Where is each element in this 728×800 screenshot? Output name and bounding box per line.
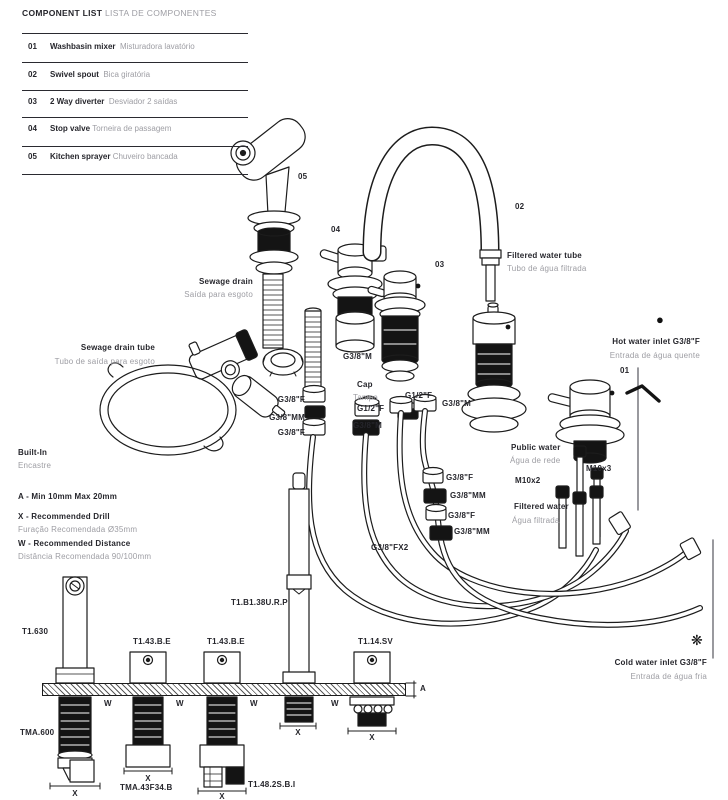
label-g38m-left: G3/8"M <box>353 421 383 430</box>
note-x-pt: Furação Recomendada Ø35mm <box>18 525 138 534</box>
component-row-num: 01 <box>28 42 37 51</box>
callout-02: 02 <box>515 202 525 211</box>
label-public-water-pt: Água de rede <box>510 456 561 465</box>
cold-water-snowflake-icon: ❋ <box>691 632 703 648</box>
component-row <box>50 42 195 51</box>
dim-x-4: X <box>295 728 301 737</box>
divider <box>22 90 248 91</box>
label-hot-water-pt: Entrada de água quente <box>609 351 700 360</box>
ring-nut-drawing <box>263 349 303 376</box>
dim-x-5: X <box>369 733 375 742</box>
part-number-t143be-1: T1.43.B.E <box>133 637 171 646</box>
dim-x-2: X <box>145 774 151 783</box>
popup-drain-drawing <box>462 303 526 432</box>
part-t1630-drawing <box>50 577 100 789</box>
label-g38m-mid: G3/8"M <box>442 399 472 408</box>
label-hot-water-en: Hot water inlet G3/8"F <box>612 337 700 346</box>
label-g12f-left: G1/2"F <box>357 404 385 413</box>
washbasin-mixer-drawing <box>547 380 659 463</box>
divider <box>22 174 248 175</box>
part-t114sv-drawing <box>348 652 396 734</box>
component-name-pt: Chuveiro bancada <box>112 152 178 161</box>
flexible-hoses <box>309 411 700 625</box>
part-t143be2-drawing <box>198 652 246 794</box>
part-number-tma43f34b: TMA.43F34.B <box>120 783 173 792</box>
label-g38fx2: G3/8"FX2 <box>371 543 409 552</box>
component-row <box>50 70 150 79</box>
component-row-num: 04 <box>28 124 37 133</box>
label-m10x3: M10x3 <box>586 464 612 473</box>
component-row <box>50 124 171 133</box>
label-g38f-r1: G3/8"F <box>446 473 474 482</box>
note-built-in-pt: Encastre <box>18 461 52 470</box>
divider <box>22 117 248 118</box>
label-filtered-water-pt: Água filtrada <box>512 516 560 525</box>
dim-a: A <box>420 684 426 693</box>
part-number-t114sv: T1.14.SV <box>358 637 393 646</box>
note-x-en: X - Recommended Drill <box>18 512 110 521</box>
component-row <box>50 152 178 161</box>
component-row <box>50 97 177 106</box>
callout-04: 04 <box>331 225 341 234</box>
component-name-pt: Misturadora lavatório <box>119 42 195 51</box>
part-number-t143be-2: T1.43.B.E <box>207 637 245 646</box>
note-built-in-en: Built-In <box>18 448 48 457</box>
label-g38f-l3: G3/8"F <box>277 428 305 437</box>
dim-x-3: X <box>219 792 225 800</box>
dim-w-4: W <box>331 699 339 708</box>
component-name-en: Kitchen sprayer <box>50 152 111 161</box>
label-public-water-en: Public water <box>511 443 561 452</box>
label-m10x2: M10x2 <box>515 476 541 485</box>
callout-05: 05 <box>298 172 308 181</box>
label-cap-pt: Tampa <box>353 393 379 402</box>
label-g12f-mid: G1/2"F <box>405 391 433 400</box>
kitchen-sprayer-drawing <box>230 113 311 348</box>
dim-w-2: W <box>176 699 184 708</box>
component-name-en: Swivel spout <box>50 70 99 79</box>
label-cold-water-en: Cold water inlet G3/8"F <box>614 658 707 667</box>
callout-01: 01 <box>620 366 630 375</box>
label-sewage-drain-pt: Saída para esgoto <box>184 290 253 299</box>
label-filtered-water-tube-en: Filtered water tube <box>507 251 582 260</box>
part-number-tma600: TMA.600 <box>20 728 55 737</box>
label-g38mm-l2: G3/8"MM <box>269 413 305 422</box>
component-name-en: 2 Way diverter <box>50 97 105 106</box>
label-g38f-l1: G3/8"F <box>277 395 305 404</box>
component-name-en: Stop valve <box>50 124 91 133</box>
component-list-title-en: COMPONENT LIST <box>22 8 103 18</box>
component-row-num: 02 <box>28 70 37 79</box>
note-a: A - Min 10mm Max 20mm <box>18 492 118 501</box>
dim-a-bracket <box>406 681 416 698</box>
label-cold-water-pt: Entrada de água fria <box>630 672 707 681</box>
component-name-pt: Desviador 2 saídas <box>108 97 178 106</box>
label-g38f-r3: G3/8"F <box>448 511 476 520</box>
note-w-pt: Distância Recomendada 90/100mm <box>18 552 152 561</box>
note-w-en: W - Recommended Distance <box>18 539 131 548</box>
component-list-title-pt: LISTA DE COMPONENTES <box>105 8 217 18</box>
part-t143be1-drawing <box>124 652 172 774</box>
label-sewage-drain-tube-en: Sewage drain tube <box>80 343 155 352</box>
label-sewage-drain-en: Sewage drain <box>199 277 253 286</box>
component-row-num: 05 <box>28 152 37 161</box>
component-name-pt: Bica giratória <box>103 70 151 79</box>
label-g38m-valve: G3/8"M <box>343 352 373 361</box>
dim-x-1: X <box>72 789 78 798</box>
label-cap-en: Cap <box>357 380 373 389</box>
part-number-t1b138urp: T1.B1.38U.R.P <box>231 598 288 607</box>
sewage-drain-tube-drawing <box>100 363 236 455</box>
hot-water-dot-icon: ● <box>656 312 664 327</box>
part-number-t1630: T1.630 <box>22 627 49 636</box>
allen-key-drawing <box>627 386 659 401</box>
component-row-num: 03 <box>28 97 37 106</box>
label-filtered-water-tube-pt: Tubo de água filtrada <box>507 264 587 273</box>
left-hose-nut-chain <box>303 386 325 436</box>
dim-w-3: W <box>250 699 258 708</box>
drain-threaded-rod-drawing <box>305 308 321 387</box>
divider <box>22 33 248 34</box>
dim-w-1: W <box>104 699 112 708</box>
callout-03: 03 <box>435 260 445 269</box>
divider <box>22 62 248 63</box>
component-name-pt: Torneira de passagem <box>92 124 172 133</box>
label-filtered-water-en: Filtered water <box>514 502 569 511</box>
label-sewage-drain-tube-pt: Tubo de saída para esgoto <box>54 357 155 366</box>
divider <box>22 146 248 147</box>
component-name-en: Washbasin mixer <box>50 42 116 51</box>
label-g38mm-r2: G3/8"MM <box>450 491 486 500</box>
label-g38mm-r4: G3/8"MM <box>454 527 490 536</box>
part-number-t1482sbi: T1.48.2S.B.I <box>248 780 296 789</box>
